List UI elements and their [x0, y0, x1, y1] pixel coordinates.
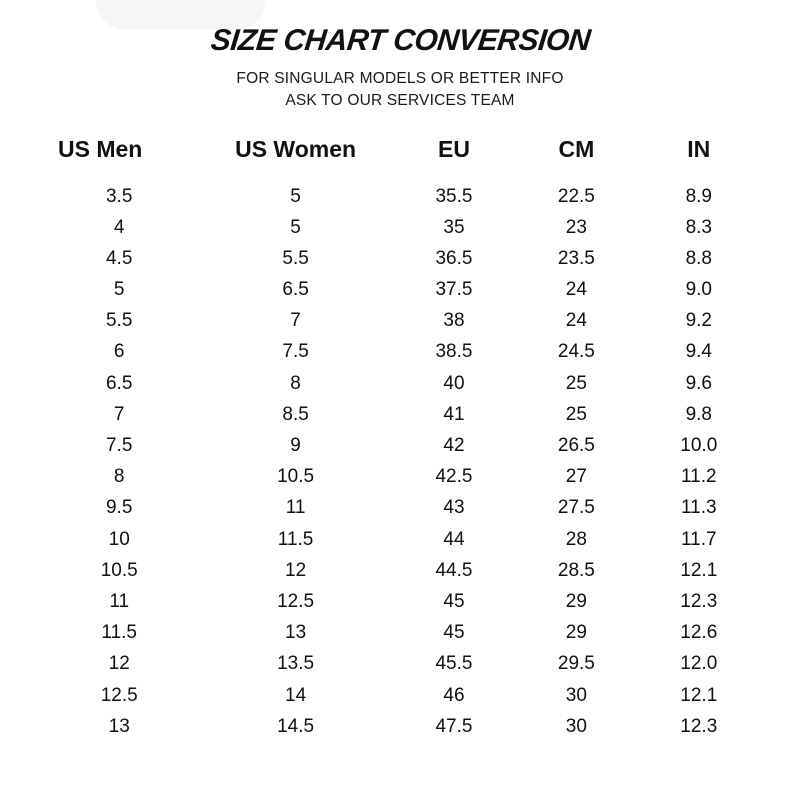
- column-header-eu: EU: [438, 135, 470, 162]
- cell-us-women: 5.5: [282, 247, 309, 269]
- cell-eu: 45: [443, 622, 465, 644]
- cell-eu: 45: [443, 590, 465, 612]
- cell-in: 9.8: [685, 403, 712, 425]
- cell-eu: 43: [443, 497, 465, 519]
- cell-in: 9.0: [685, 279, 712, 301]
- cell-eu: 46: [443, 684, 465, 706]
- cell-in: 11.7: [680, 528, 717, 550]
- table-row: [40, 524, 760, 555]
- table-row: [40, 711, 760, 742]
- cell-in: 8.8: [685, 247, 712, 269]
- table-row: [40, 555, 760, 586]
- table-row: [40, 306, 760, 337]
- size-conversion-table: [40, 135, 760, 742]
- table-row: [40, 212, 760, 243]
- cell-us-men: 6: [113, 341, 125, 363]
- cell-in: 12.6: [680, 622, 718, 644]
- cell-eu: 47.5: [435, 715, 473, 737]
- table-row: [40, 368, 760, 399]
- cell-us-men: 12: [108, 653, 130, 675]
- cell-eu: 35: [443, 216, 465, 238]
- cell-us-men: 8: [113, 466, 125, 488]
- cell-us-women: 11: [285, 497, 306, 519]
- cell-cm: 30: [565, 715, 587, 737]
- cell-us-women: 12.5: [277, 590, 315, 612]
- cell-us-men: 12.5: [100, 684, 138, 706]
- cell-in: 12.0: [680, 653, 718, 675]
- table-row: [40, 275, 760, 306]
- cell-cm: 24: [565, 310, 587, 332]
- table-header-row: [40, 135, 760, 181]
- cell-eu: 37.5: [435, 279, 473, 301]
- cell-us-women: 14.5: [277, 715, 315, 737]
- cell-cm: 29: [565, 622, 587, 644]
- cell-cm: 24: [565, 279, 587, 301]
- cell-us-men: 11.5: [101, 622, 137, 644]
- cell-us-women: 14: [285, 684, 307, 706]
- table-row: [40, 462, 760, 493]
- cell-in: 9.2: [685, 310, 712, 332]
- cell-us-women: 5: [290, 185, 301, 207]
- cell-us-men: 6.5: [105, 372, 133, 394]
- cell-us-women: 13.5: [277, 653, 315, 675]
- cell-cm: 26.5: [557, 435, 595, 457]
- cell-us-women: 6.5: [282, 279, 309, 301]
- cell-us-men: 4.5: [105, 247, 133, 269]
- cell-us-women: 8.5: [282, 403, 309, 425]
- cell-cm: 22.5: [557, 185, 595, 207]
- table-row: [40, 649, 760, 680]
- cell-us-men: 11: [109, 590, 130, 612]
- cell-us-men: 10: [108, 528, 130, 550]
- cell-eu: 42: [443, 435, 465, 457]
- cell-cm: 27: [565, 466, 587, 488]
- cell-in: 9.4: [685, 341, 712, 363]
- cell-us-men: 7: [113, 403, 125, 425]
- cell-eu: 40: [443, 372, 465, 394]
- cell-eu: 38.5: [435, 341, 473, 363]
- table-row: [40, 430, 760, 461]
- cell-eu: 44: [443, 528, 465, 550]
- table-row: [40, 586, 760, 617]
- cell-us-women: 9: [290, 435, 301, 457]
- subtitle-line-1: FOR SINGULAR MODELS OR BETTER INFO: [236, 70, 564, 87]
- cell-us-men: 10.5: [100, 559, 138, 581]
- column-header-in: IN: [687, 135, 711, 162]
- cell-us-men: 13: [108, 715, 130, 737]
- cell-in: 8.9: [685, 185, 712, 207]
- cell-cm: 28.5: [557, 559, 595, 581]
- cell-us-men: 3.5: [105, 185, 133, 207]
- cell-in: 8.3: [685, 216, 712, 238]
- cell-cm: 29.5: [557, 653, 595, 675]
- cell-us-women: 11.5: [277, 528, 314, 550]
- cell-in: 10.0: [680, 435, 718, 457]
- subtitle-line-2: ASK TO OUR SERVICES TEAM: [285, 92, 515, 110]
- table-row: [40, 680, 760, 711]
- column-header-us-women: US Women: [235, 135, 357, 162]
- cell-in: 11.3: [680, 497, 717, 519]
- cell-cm: 23.5: [557, 247, 595, 269]
- cell-cm: 27.5: [557, 497, 595, 519]
- table-row: [40, 399, 760, 430]
- table-row: [40, 181, 760, 212]
- cell-cm: 28: [565, 528, 587, 550]
- cell-us-women: 13: [285, 622, 307, 644]
- cell-us-men: 9.5: [105, 497, 133, 519]
- cell-cm: 29: [565, 590, 587, 612]
- page-title: SIZE CHART CONVERSION: [208, 24, 592, 57]
- cell-eu: 45.5: [435, 653, 473, 675]
- cell-us-men: 5.5: [105, 310, 133, 332]
- table-row: [40, 493, 760, 524]
- cell-us-women: 7: [290, 310, 301, 332]
- table-body: [40, 181, 760, 742]
- cell-in: 11.2: [680, 466, 717, 488]
- cell-in: 12.3: [680, 590, 718, 612]
- cell-eu: 36.5: [435, 247, 473, 269]
- cell-us-women: 12: [285, 559, 307, 581]
- cell-cm: 23: [565, 216, 587, 238]
- cell-eu: 38: [443, 310, 465, 332]
- cell-eu: 44.5: [435, 559, 473, 581]
- cell-cm: 25: [565, 403, 587, 425]
- table-row: [40, 618, 760, 649]
- table-row: [40, 243, 760, 274]
- cell-in: 12.3: [680, 715, 718, 737]
- cell-us-men: 7.5: [105, 435, 133, 457]
- cell-in: 9.6: [685, 372, 712, 394]
- cell-us-men: 5: [113, 279, 125, 301]
- page-subtitle: [0, 68, 800, 113]
- cell-cm: 30: [565, 684, 587, 706]
- cell-eu: 42.5: [435, 466, 473, 488]
- table-row: [40, 337, 760, 368]
- cell-eu: 35.5: [435, 185, 473, 207]
- column-header-us-men: US Men: [58, 135, 143, 162]
- cell-us-men: 4: [113, 216, 125, 238]
- cell-us-women: 5: [290, 216, 301, 238]
- cell-us-women: 8: [290, 372, 301, 394]
- cell-in: 12.1: [680, 559, 718, 581]
- cell-us-women: 7.5: [282, 341, 309, 363]
- cell-eu: 41: [443, 403, 465, 425]
- cell-in: 12.1: [680, 684, 718, 706]
- cell-cm: 25: [565, 372, 587, 394]
- table-header: [40, 135, 760, 181]
- cell-cm: 24.5: [557, 341, 595, 363]
- cell-us-women: 10.5: [277, 466, 315, 488]
- column-header-cm: CM: [558, 135, 595, 162]
